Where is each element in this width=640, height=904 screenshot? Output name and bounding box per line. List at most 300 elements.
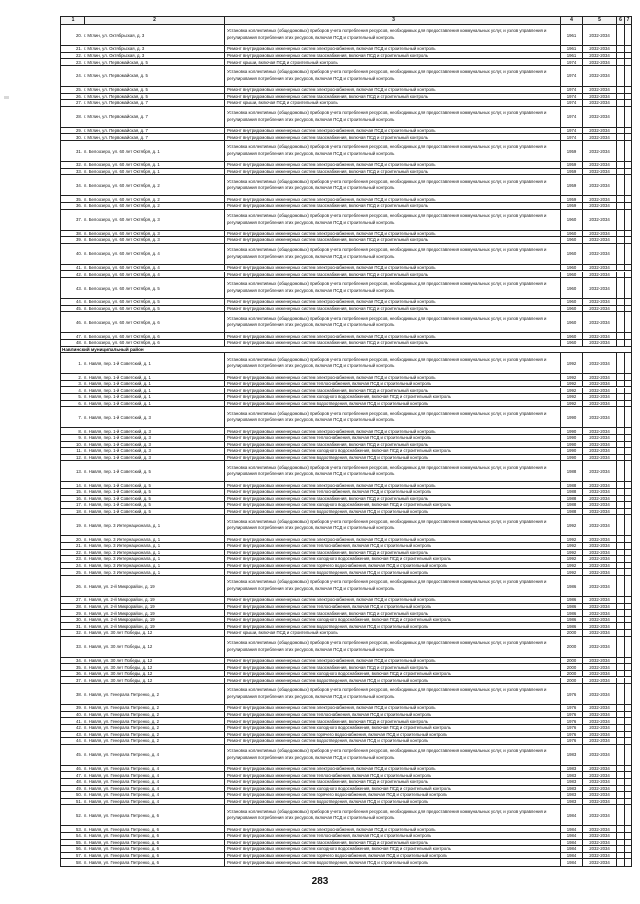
- row-number: 14.: [76, 482, 82, 488]
- col-7-cell: [625, 840, 631, 846]
- address-text: г. Мглин, ул. Первомайская, д. 5: [84, 87, 148, 93]
- work-type-cell: [225, 107, 561, 127]
- work-type-text: Ремонт внутридомовых инженерных систем холодного водоснабжения, включая ПСД и строительный контроль: [227, 556, 451, 562]
- col-6-cell: [617, 299, 625, 305]
- col-6-cell: [617, 306, 625, 312]
- col-6-cell: [617, 684, 625, 704]
- repair-period-cell: 2032-2034: [583, 381, 617, 387]
- col-6-cell: [617, 94, 625, 100]
- col-7-cell: [625, 162, 631, 168]
- table-row: [61, 134, 631, 141]
- address-cell: [61, 134, 225, 140]
- work-type-text: Ремонт внутридомовых инженерных систем электроснабжения, включая ПСД и строительный контроль: [227, 46, 436, 52]
- address-cell: [61, 853, 225, 859]
- row-number: 36.: [76, 203, 82, 209]
- year-built-cell: 1992: [561, 515, 583, 535]
- repair-period-cell: 2032-2034: [583, 671, 617, 677]
- repair-period-cell: 2032-2034: [583, 745, 617, 765]
- col-7-cell: [625, 630, 631, 636]
- work-type-cell: [225, 846, 561, 852]
- table-row: [61, 306, 631, 313]
- table-row: [61, 732, 631, 739]
- work-type-text: Ремонт внутридомовых инженерных систем водоотведения, включая ПСД и строительный контроль: [227, 799, 429, 805]
- work-type-cell: [225, 278, 561, 298]
- address-text: п. Навля, ул. 2-й Микрорайон, д. 19: [84, 610, 155, 616]
- row-number: 45.: [76, 752, 82, 758]
- table-row: [61, 237, 631, 244]
- repair-period-cell: 2032-2034: [583, 543, 617, 549]
- repair-period-cell: 2032-2034: [583, 712, 617, 718]
- row-number: 15.: [76, 489, 82, 495]
- row-number: 5.: [78, 394, 82, 400]
- col-6-cell: [617, 779, 625, 785]
- col-7-cell: [625, 766, 631, 772]
- address-text: п. Навля, пер. 1-й Советский, д. 3: [84, 435, 151, 441]
- year-built-cell: 1986: [561, 617, 583, 623]
- year-built-cell: 1974: [561, 59, 583, 65]
- address-cell: [61, 805, 225, 825]
- col-7-cell: [625, 853, 631, 859]
- table-row: [61, 772, 631, 779]
- year-built-cell: 1983: [561, 772, 583, 778]
- col-6-cell: [617, 799, 625, 805]
- repair-period-cell: 2032-2034: [583, 489, 617, 495]
- row-number: 27.: [76, 100, 82, 106]
- address-text: п. Навля, пер. 1-й Советский, д. 5: [84, 495, 151, 501]
- repair-period-cell: 2032-2034: [583, 563, 617, 569]
- year-built-cell: 1976: [561, 725, 583, 731]
- repair-period-cell: 2032-2034: [583, 515, 617, 535]
- repair-period-cell: 2032-2034: [583, 684, 617, 704]
- address-text: п. Навля, ул. 2-й Микрорайон, д. 19: [84, 623, 155, 629]
- year-built-cell: 1988: [561, 489, 583, 495]
- col-6-cell: [617, 630, 625, 636]
- work-type-cell: [225, 162, 561, 168]
- address-cell: [61, 210, 225, 230]
- year-built-cell: 1990: [561, 435, 583, 441]
- year-built-cell: 1961: [561, 53, 583, 59]
- year-built-cell: 1960: [561, 210, 583, 230]
- row-number: 32.: [76, 630, 82, 636]
- year-built-cell: 1959: [561, 196, 583, 202]
- header-col-3: 3: [225, 17, 561, 24]
- row-number: 24.: [76, 563, 82, 569]
- work-type-cell: [225, 394, 561, 400]
- address-cell: [61, 846, 225, 852]
- repair-period-cell: 2032-2034: [583, 610, 617, 616]
- repair-period-cell: 2032-2034: [583, 658, 617, 664]
- col-7-cell: [625, 428, 631, 434]
- col-6-cell: [617, 536, 625, 542]
- work-type-cell: [225, 792, 561, 798]
- work-type-text: Установка коллективных (общедомовых) приборов учета потребления ресурсов, необходимых для предоставления коммунальных услуг, и узлов управления и регулирования потребления этих ресурсов, включая ПСД и строительный контроль: [227, 178, 547, 191]
- year-built-cell: 1992: [561, 550, 583, 556]
- row-number: 16.: [76, 495, 82, 501]
- address-cell: [61, 388, 225, 394]
- address-text: п. Навля, ул. Генерала Петренко, д. 6: [84, 833, 160, 839]
- work-type-text: Ремонт внутридомовых инженерных систем холодного водоснабжения, включая ПСД и строительный контроль: [227, 617, 451, 623]
- address-text: п. Белоозеро, ул. 60 лет Октября, д. 3: [84, 237, 160, 243]
- work-type-cell: [225, 826, 561, 832]
- year-built-cell: 1960: [561, 333, 583, 339]
- work-type-cell: [225, 203, 561, 209]
- work-type-text: Ремонт внутридомовых инженерных систем водоотведения, включая ПСД и строительный контроль: [227, 454, 429, 460]
- col-6-cell: [617, 435, 625, 441]
- work-type-cell: [225, 169, 561, 175]
- row-number: 28.: [76, 603, 82, 609]
- year-built-cell: 1988: [561, 502, 583, 508]
- address-cell: [61, 630, 225, 636]
- work-type-cell: [225, 353, 561, 373]
- table-row: [61, 482, 631, 489]
- work-type-text: Ремонт внутридомовых инженерных систем газоснабжения, включая ПСД и строительный контроль: [227, 387, 428, 393]
- work-type-cell: [225, 401, 561, 407]
- address-cell: [61, 509, 225, 515]
- address-cell: [61, 401, 225, 407]
- table-row: [61, 597, 631, 604]
- row-number: 51.: [76, 799, 82, 805]
- work-type-cell: [225, 509, 561, 515]
- work-type-cell: [225, 678, 561, 684]
- repair-period-cell: 2032-2034: [583, 799, 617, 805]
- table-row: [61, 786, 631, 793]
- capital-repair-table: [60, 16, 632, 867]
- repair-period-cell: 2032-2034: [583, 53, 617, 59]
- row-number: 42.: [76, 725, 82, 731]
- repair-period-cell: 2032-2034: [583, 128, 617, 134]
- row-number: 29.: [76, 128, 82, 134]
- col-6-cell: [617, 745, 625, 765]
- row-number: 3.: [78, 381, 82, 387]
- work-type-cell: [225, 536, 561, 542]
- year-built-cell: 1984: [561, 826, 583, 832]
- col-6-cell: [617, 175, 625, 195]
- repair-period-cell: 2032-2034: [583, 786, 617, 792]
- work-type-text: Ремонт внутридомовых инженерных систем теплоснабжения, включая ПСД и строительный контроль: [227, 435, 432, 441]
- repair-period-cell: 2032-2034: [583, 617, 617, 623]
- col-6-cell: [617, 705, 625, 711]
- table-row: [61, 333, 631, 340]
- address-text: п. Навля, ул. Генерала Петренко, д. 6: [84, 812, 160, 818]
- work-type-text: Ремонт внутридомовых инженерных систем холодного водоснабжения, включая ПСД и строительный контроль: [227, 725, 451, 731]
- col-7-cell: [625, 333, 631, 339]
- work-type-text: Установка коллективных (общедомовых) приборов учета потребления ресурсов, необходимых для предоставления коммунальных услуг, и узлов управления и регулирования потребления этих ресурсов, включая ПСД и строительный контроль: [227, 110, 547, 122]
- address-text: п. Навля, ул. Генерала Петренко, д. 2: [84, 738, 160, 744]
- col-6-cell: [617, 312, 625, 332]
- header-col-5: 5: [583, 17, 617, 24]
- repair-period-cell: 2032-2034: [583, 833, 617, 839]
- address-cell: [61, 718, 225, 724]
- work-type-cell: [225, 46, 561, 52]
- col-7-cell: [625, 718, 631, 724]
- address-text: г. Мглин, ул. Первомайская, д. 5: [84, 59, 148, 65]
- table-row: [61, 59, 631, 66]
- work-type-text: Ремонт внутридомовых инженерных систем газоснабжения, включая ПСД и строительный контроль: [227, 549, 428, 555]
- table-row: [61, 712, 631, 719]
- work-type-cell: [225, 25, 561, 45]
- col-7-cell: [625, 496, 631, 502]
- address-text: п. Навля, ул. 30 лет Победы, д. 12: [84, 657, 153, 663]
- table-row: [61, 87, 631, 94]
- address-text: п. Навля, ул. Генерала Петренко, д. 4: [84, 799, 160, 805]
- work-type-text: Установка коллективных (общедомовых) приборов учета потребления ресурсов, необходимых для предоставления коммунальных услуг, и узлов управления и регулирования потребления этих ресурсов, включая ПСД и строительный контроль: [227, 144, 547, 157]
- table-row: [61, 509, 631, 516]
- row-number: 43.: [76, 731, 82, 737]
- work-type-text: Ремонт внутридомовых инженерных систем газоснабжения, включая ПСД и строительный контроль: [227, 271, 428, 277]
- row-number: 36.: [76, 671, 82, 677]
- year-built-cell: 1992: [561, 353, 583, 373]
- year-built-cell: 1992: [561, 536, 583, 542]
- address-text: п. Навля, пер. 1-й Советский, д. 1: [84, 360, 151, 366]
- col-7-cell: [625, 448, 631, 454]
- repair-period-cell: 2032-2034: [583, 306, 617, 312]
- work-type-cell: [225, 388, 561, 394]
- repair-period-cell: 2032-2034: [583, 25, 617, 45]
- row-number: 17.: [76, 502, 82, 508]
- col-7-cell: [625, 100, 631, 106]
- table-row: [61, 515, 631, 536]
- work-type-cell: [225, 623, 561, 629]
- col-7-cell: [625, 94, 631, 100]
- table-row: [61, 678, 631, 685]
- row-number: 46.: [76, 766, 82, 772]
- address-cell: [61, 169, 225, 175]
- year-built-cell: 1983: [561, 745, 583, 765]
- work-type-cell: [225, 381, 561, 387]
- row-number: 8.: [78, 428, 82, 434]
- repair-period-cell: 2032-2034: [583, 312, 617, 332]
- col-7-cell: [625, 353, 631, 373]
- address-cell: [61, 53, 225, 59]
- work-type-text: Ремонт внутридомовых инженерных систем теплоснабжения, включая ПСД и строительный контроль: [227, 543, 432, 549]
- table-row: [61, 799, 631, 806]
- repair-period-cell: 2032-2034: [583, 59, 617, 65]
- work-type-text: Ремонт внутридомовых инженерных систем водоотведения, включая ПСД и строительный контроль: [227, 860, 429, 866]
- repair-period-cell: 2032-2034: [583, 637, 617, 657]
- address-text: п. Навля, пер. 1-й Советский, д. 5: [84, 489, 151, 495]
- work-type-cell: [225, 569, 561, 575]
- work-type-cell: [225, 210, 561, 230]
- col-6-cell: [617, 712, 625, 718]
- work-type-text: Ремонт внутридомовых инженерных систем газоснабжения, включая ПСД и строительный контроль: [227, 168, 428, 174]
- work-type-text: Ремонт внутридомовых инженерных систем газоснабжения, включая ПСД и строительный контроль: [227, 52, 428, 58]
- work-type-cell: [225, 550, 561, 556]
- repair-period-cell: 2032-2034: [583, 353, 617, 373]
- work-type-text: Ремонт внутридомовых инженерных систем электроснабжения, включая ПСД и строительный контроль: [227, 826, 436, 832]
- address-cell: [61, 502, 225, 508]
- col-6-cell: [617, 489, 625, 495]
- address-text: п. Белоозеро, ул. 60 лет Октября, д. 2: [84, 196, 160, 202]
- work-type-text: Ремонт внутридомовых инженерных систем газоснабжения, включая ПСД и строительный контроль: [227, 839, 428, 845]
- table-row: [61, 203, 631, 210]
- col-6-cell: [617, 381, 625, 387]
- work-type-text: Установка коллективных (общедомовых) приборов учета потребления ресурсов, необходимых для предоставления коммунальных услуг, и узлов управления и регулирования потребления этих ресурсов, включая ПСД и строительный контроль: [227, 212, 547, 225]
- year-built-cell: 1983: [561, 799, 583, 805]
- col-6-cell: [617, 169, 625, 175]
- address-cell: [61, 786, 225, 792]
- address-text: п. Навля, пер. 1-й Советский, д. 1: [84, 387, 151, 393]
- address-text: г. Мглин, ул. Первомайская, д. 7: [84, 134, 148, 140]
- work-type-cell: [225, 833, 561, 839]
- year-built-cell: 1976: [561, 684, 583, 704]
- row-number: 21.: [76, 543, 82, 549]
- address-cell: [61, 428, 225, 434]
- table-row: [61, 381, 631, 388]
- work-type-cell: [225, 705, 561, 711]
- work-type-text: Ремонт внутридомовых инженерных систем электроснабжения, включая ПСД и строительный контроль: [227, 299, 436, 305]
- work-type-text: Установка коллективных (общедомовых) приборов учета потребления ресурсов, необходимых для предоставления коммунальных услуг, и узлов управления и регулирования потребления этих ресурсов, включая ПСД и строительный контроль: [227, 579, 547, 592]
- work-type-text: Ремонт внутридомовых инженерных систем электроснабжения, включая ПСД и строительный контроль: [227, 128, 436, 134]
- repair-period-cell: 2032-2034: [583, 536, 617, 542]
- col-6-cell: [617, 107, 625, 127]
- col-6-cell: [617, 569, 625, 575]
- work-type-text: Ремонт внутридомовых инженерных систем газоснабжения, включая ПСД и строительный контроль: [227, 134, 428, 140]
- row-number: 38.: [76, 691, 82, 697]
- table-row: [61, 623, 631, 630]
- col-6-cell: [617, 826, 625, 832]
- repair-period-cell: 2032-2034: [583, 94, 617, 100]
- work-type-text: Установка коллективных (общедомовых) приборов учета потребления ресурсов, необходимых для предоставления коммунальных услуг, и узлов управления и регулирования потребления этих ресурсов, включая ПСД и строительный контроль: [227, 28, 547, 41]
- address-cell: [61, 448, 225, 454]
- row-number: 11.: [76, 448, 82, 454]
- col-7-cell: [625, 340, 631, 346]
- col-6-cell: [617, 134, 625, 140]
- address-cell: [61, 59, 225, 65]
- work-type-cell: [225, 482, 561, 488]
- page-number: 283: [311, 876, 329, 887]
- repair-period-cell: 2032-2034: [583, 175, 617, 195]
- address-text: г. Мглин, ул. Первомайская, д. 5: [84, 93, 148, 99]
- address-text: п. Навля, ул. Генерала Петренко, д. 6: [84, 839, 160, 845]
- work-type-text: Ремонт внутридомовых инженерных систем газоснабжения, включая ПСД и строительный контроль: [227, 93, 428, 99]
- work-type-cell: [225, 725, 561, 731]
- repair-period-cell: 2032-2034: [583, 46, 617, 52]
- address-cell: [61, 442, 225, 448]
- address-text: п. Навля, ул. Генерала Петренко, д. 6: [84, 853, 160, 859]
- work-type-cell: [225, 658, 561, 664]
- repair-period-cell: 2032-2034: [583, 630, 617, 636]
- year-built-cell: 1990: [561, 448, 583, 454]
- address-text: п. Белоозеро, ул. 60 лет Октября, д. 3: [84, 230, 160, 236]
- year-built-cell: 1988: [561, 496, 583, 502]
- row-number: 33.: [76, 168, 82, 174]
- col-7-cell: [625, 374, 631, 380]
- row-number: 41.: [76, 265, 82, 271]
- address-cell: [61, 272, 225, 278]
- col-6-cell: [617, 237, 625, 243]
- table-row: [61, 658, 631, 665]
- col-7-cell: [625, 272, 631, 278]
- col-7-cell: [625, 53, 631, 59]
- row-number: 29.: [76, 610, 82, 616]
- year-built-cell: 1988: [561, 461, 583, 481]
- address-text: п. Навля, пер. 1-й Советский, д. 3: [84, 441, 151, 447]
- col-7-cell: [625, 623, 631, 629]
- address-cell: [61, 772, 225, 778]
- table-row: [61, 502, 631, 509]
- repair-period-cell: 2032-2034: [583, 169, 617, 175]
- col-7-cell: [625, 576, 631, 596]
- work-type-text: Ремонт внутридомовых инженерных систем холодного водоснабжения, включая ПСД и строительный контроль: [227, 448, 451, 454]
- col-7-cell: [625, 550, 631, 556]
- col-7-cell: [625, 738, 631, 744]
- col-6-cell: [617, 718, 625, 724]
- row-number: 6.: [78, 400, 82, 406]
- year-built-cell: 1983: [561, 786, 583, 792]
- work-type-cell: [225, 53, 561, 59]
- col-7-cell: [625, 265, 631, 271]
- col-6-cell: [617, 428, 625, 434]
- address-cell: [61, 407, 225, 427]
- address-text: п. Навля, ул. 30 лет Победы, д. 12: [84, 671, 153, 677]
- work-type-cell: [225, 853, 561, 859]
- repair-period-cell: 2032-2034: [583, 623, 617, 629]
- table-row: [61, 792, 631, 799]
- work-type-cell: [225, 374, 561, 380]
- address-cell: [61, 265, 225, 271]
- table-row: [61, 604, 631, 611]
- year-built-cell: 2000: [561, 671, 583, 677]
- row-number: 45.: [76, 306, 82, 312]
- address-cell: [61, 712, 225, 718]
- col-6-cell: [617, 846, 625, 852]
- row-number: 37.: [76, 677, 82, 683]
- address-cell: [61, 306, 225, 312]
- col-6-cell: [617, 231, 625, 237]
- col-6-cell: [617, 46, 625, 52]
- table-row: [61, 840, 631, 847]
- work-type-cell: [225, 244, 561, 264]
- col-6-cell: [617, 203, 625, 209]
- address-text: п. Навля, пер. 3 Интернационала, д. 1: [84, 563, 161, 569]
- table-row: [61, 66, 631, 87]
- row-number: 38.: [76, 230, 82, 236]
- col-7-cell: [625, 244, 631, 264]
- address-text: п. Навля, пер. 1-й Советский, д. 1: [84, 400, 151, 406]
- repair-period-cell: 2032-2034: [583, 448, 617, 454]
- table-row: [61, 107, 631, 128]
- col-6-cell: [617, 617, 625, 623]
- col-7-cell: [625, 461, 631, 481]
- work-type-text: Установка коллективных (общедомовых) приборов учета потребления ресурсов, необходимых для предоставления коммунальных услуг, и узлов управления и регулирования потребления этих ресурсов, включая ПСД и строительный контроль: [227, 69, 547, 81]
- address-cell: [61, 374, 225, 380]
- year-built-cell: 1960: [561, 265, 583, 271]
- address-cell: [61, 684, 225, 704]
- address-cell: [61, 461, 225, 481]
- address-text: п. Белоозеро, ул. 60 лет Октября, д. 6: [84, 340, 160, 346]
- table-row: [61, 630, 631, 637]
- address-cell: [61, 678, 225, 684]
- repair-period-cell: 2032-2034: [583, 231, 617, 237]
- row-number: 20.: [76, 32, 82, 38]
- row-number: 34.: [76, 182, 82, 188]
- row-number: 25.: [76, 87, 82, 93]
- scan-speck: [4, 96, 9, 99]
- address-cell: [61, 792, 225, 798]
- row-number: 26.: [76, 93, 82, 99]
- address-cell: [61, 196, 225, 202]
- table-row: [61, 340, 631, 347]
- address-cell: [61, 299, 225, 305]
- col-7-cell: [625, 805, 631, 825]
- col-6-cell: [617, 786, 625, 792]
- address-text: п. Навля, пер. 1-й Советский, д. 5: [84, 502, 151, 508]
- repair-period-cell: 2032-2034: [583, 272, 617, 278]
- address-cell: [61, 496, 225, 502]
- work-type-cell: [225, 59, 561, 65]
- work-type-text: Ремонт внутридомовых инженерных систем газоснабжения, включая ПСД и строительный контроль: [227, 718, 428, 724]
- repair-period-cell: 2032-2034: [583, 210, 617, 230]
